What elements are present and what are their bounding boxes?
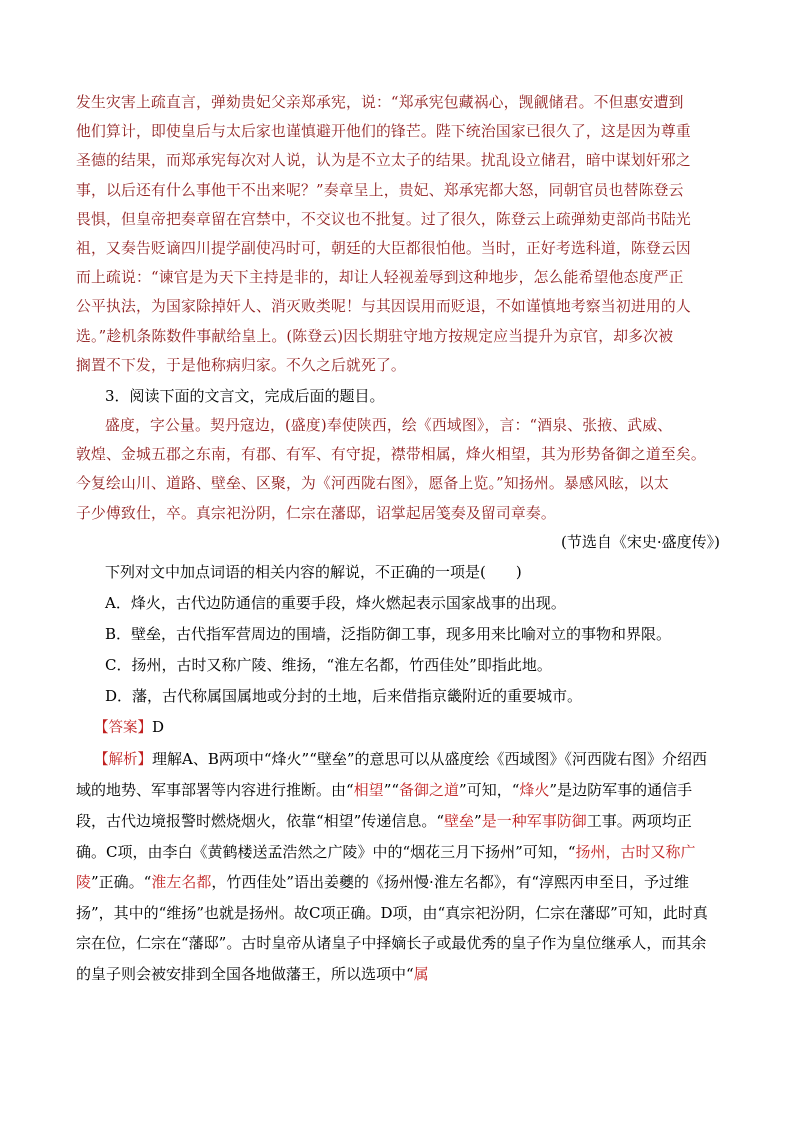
translation-line: 选。”趁机条陈数件事献给皇上。(陈登云)因长期驻守地方按规定应当提升为京官，却多次被 (76, 327, 674, 345)
analysis-highlight: 相望 (353, 781, 384, 800)
question-stem: 下列对文中加点词语的相关内容的解说，不正确的一项是( ) (105, 562, 522, 581)
analysis-highlight: 属 (413, 965, 429, 983)
option-d: D．藩，古代称属国属地或分封的土地，后来借指京畿附近的重要城市。 (105, 686, 583, 705)
analysis-text: ”是边防军事的通信手段，古代边境报警时燃烧烟火，依靠“相望”传递信息。“ (76, 781, 693, 831)
translation-line: 事，以后还有什么事他干不出来呢？”奏章呈上，贵妃、郑承宪都大怒，同朝官员也替陈登云 (76, 181, 684, 199)
analysis-highlight: 烽火 (519, 781, 550, 800)
analysis-highlight: 是一种军事防御 (481, 812, 587, 831)
translation-block (76, 88, 720, 380)
analysis-highlight: 备御之道 (399, 781, 460, 800)
analysis-text: 理解A、B两项中“烽火”“壁垒”的意思可以从盛度绘《西域图》《河西陇右图》介绍西域的地势、军事部署等内容进行推断。由“ (76, 749, 708, 800)
passage-line: 盛度，字公量。契丹寇边，(盛度)奉使陕西，绘《西域图》，言：“酒泉、张掖、武威、 (105, 417, 673, 435)
translation-line: 公平执法，为国家除掉奸人、消灭败类呢！与其因误用而贬退，不如谨慎地考察当初进用的人 (76, 298, 691, 316)
analysis-text: ” (474, 812, 482, 831)
answer-value: D (152, 717, 165, 736)
translation-line: 搁置不下发，于是他称病归家。不久之后就死了。 (76, 356, 406, 374)
option-c: C．扬州，古时又称广陵、维扬，“淮左名都，竹西佳处”即指此地。 (105, 655, 552, 674)
passage-line: 敦煌、金城五郡之东南，有郡、有军、有守捉，襟带相属，烽火相望，其为形势备御之道至矣。 (76, 446, 706, 464)
analysis-text: ”正确。“ (91, 873, 152, 892)
analysis-highlight: 壁垒 (444, 812, 475, 831)
translation-line: 发生灾害上疏直言，弹劾贵妃父亲郑承宪，说：“郑承宪包藏祸心，觊觎储君。不但惠安遭到 (76, 94, 684, 111)
options-list (76, 588, 720, 712)
option-a: A．烽火，古代边防通信的重要手段，烽火燃起表示国家战事的出现。 (105, 593, 566, 612)
answer-tag: 【答案】 (94, 719, 152, 736)
analysis-paragraph (76, 744, 720, 990)
passage-source: (节选自《宋史·盛度传》) (561, 532, 720, 551)
answer-line (76, 712, 720, 744)
passage-block (76, 411, 720, 528)
page-content (76, 88, 720, 990)
analysis-text: ”可知，“ (459, 781, 520, 800)
translation-line: 而上疏说：“谏官是为天下主持是非的，却让人轻视羞辱到这种地步，怎么能希望他态度严正 (76, 269, 684, 287)
analysis-text: ，竹西佳处”语出姜夔的《扬州慢·淮左名都》，有“淳熙丙申至日，予过维扬”，其中的“维扬”也就是扬州。故C项正确。D项，由“真宗祀汾阴，仁宗在藩邸”可知，此时真宗在位，仁宗在“藩邸”。古时皇帝从诸皇子中择嫡长子或最优秀的皇子作为皇位继承人，而其余的皇子则会被安排到全国各地做藩王，所以选项中“ (76, 873, 708, 983)
analysis-highlight: 扬州，古时又称广陵 (76, 842, 696, 892)
translation-line: 畏惧，但皇帝把奏章留在宫禁中，不交议也不批复。过了很久，陈登云上疏弹劾吏部尚书陆光 (76, 210, 691, 228)
translation-line: 圣德的结果，而郑承宪每次对人说，认为是不立太子的结果。扰乱设立储君，暗中谋划奸邪之 (76, 152, 691, 170)
analysis-highlight: 淮左名都 (151, 873, 212, 892)
translation-line: 他们算计，即使皇后与太后家也谨慎避开他们的锋芒。陛下统治国家已很久了，这是因为尊重 (76, 123, 691, 141)
analysis-tag: 【解析】 (94, 751, 152, 768)
analysis-text: 工事。两项均正确。C项，由李白《黄鹤楼送孟浩然之广陵》中的“烟花三月下扬州”可知，“ (76, 812, 692, 861)
question-heading: 3．阅读下面的文言文，完成后面的题目。 (105, 387, 385, 406)
translation-line: 祖，又奏告贬谪四川提学副使冯时可，朝廷的大臣都很怕他。当时，正好考选科道，陈登云因 (76, 240, 691, 258)
analysis-text: ”“ (383, 781, 400, 800)
passage-line: 子少傅致仕，卒。真宗祀汾阴，仁宗在藩邸，诏掌起居笺奏及留司章奏。 (76, 504, 556, 522)
option-b: B．壁垒，古代指军营周边的围墙，泛指防御工事，现多用来比喻对立的事物和界限。 (105, 624, 672, 643)
passage-line: 今复绘山川、道路、壁垒、区聚，为《河西陇右图》，愿备上览。”知扬州。暴感风眩，以太 (76, 475, 669, 493)
